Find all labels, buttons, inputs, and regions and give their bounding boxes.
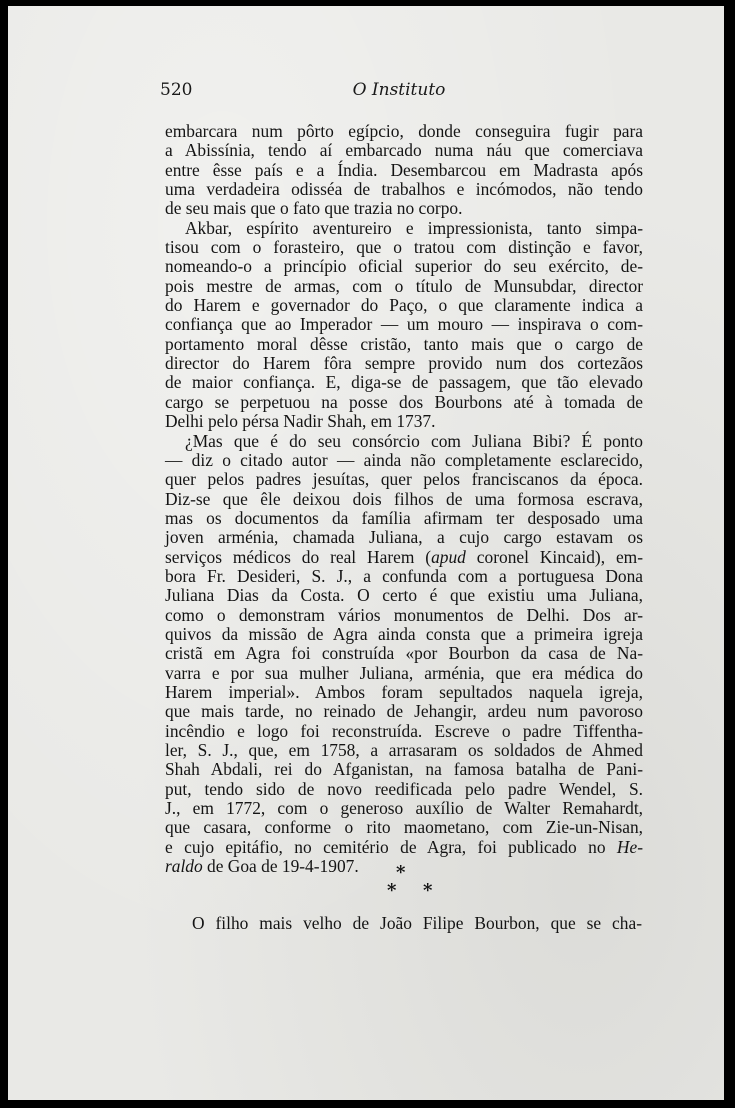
- text-line: cargo se perpetuou na posse dos Bourbons até à tomada de: [165, 391, 643, 412]
- asterism-star: *: [387, 880, 397, 901]
- text-line: Harem imperial». Ambos foram sepultados naquela igreja,: [165, 681, 643, 702]
- text-line: cristã em Agra foi construída «por Bourbon da casa de Na-: [165, 643, 643, 664]
- text-line: embarcara num pôrto egípcio, donde conseguira fugir para: [165, 121, 643, 141]
- text-line: de seu mais que o fato que trazia no corpo.: [165, 198, 463, 219]
- text-line: e cujo epitáfio, no cemitério de Agra, foi publicado no He-: [165, 836, 643, 857]
- text-line: entre êsse país e a Índia. Desembarcou em Madrasta após: [165, 159, 643, 180]
- text-line: Juliana Dias da Costa. O certo é que existiu uma Juliana,: [165, 585, 643, 606]
- text-line: Diz-se que êle deixou dois filhos de uma formosa escrava,: [165, 488, 643, 509]
- text-line: como o demonstram vários monumentos de Delhi. Dos ar-: [165, 604, 643, 625]
- text-line: varra e por sua mulher Juliana, arménia, que era médica do: [165, 662, 643, 683]
- text-line: que casara, conforme o rito maometano, com Zie-un-Nisan,: [165, 817, 643, 838]
- text-line: joven arménia, chamada Juliana, a cujo cargo estavam os: [165, 527, 643, 548]
- text-line: Akbar, espírito aventureiro e impressionista, tanto simpa-: [185, 217, 643, 238]
- paragraph-3: [165, 432, 643, 877]
- asterism-star: *: [396, 862, 406, 883]
- text-line: do Harem e governador do Paço, o que claramente indica a: [165, 295, 643, 316]
- running-title: O Instituto: [352, 80, 446, 100]
- page-number: 520: [160, 80, 193, 100]
- final-text-line: O filho mais velho de João Filipe Bourbon, que se cha-: [192, 913, 642, 933]
- paragraph-1: [165, 122, 643, 219]
- text-line: — diz o citado autor — ainda não completamente esclarecido,: [165, 449, 643, 470]
- text-line: director do Harem fôra sempre provido num dos cortezãos: [165, 353, 643, 374]
- text-line: incêndio e logo foi reconstruída. Escreve o padre Tiffentha-: [165, 720, 643, 741]
- text-line: portamento moral dêsse cristão, tanto mais que o cargo de: [165, 333, 643, 354]
- text-line: bora Fr. Desideri, S. J., a confunda com a portuguesa Dona: [165, 565, 643, 586]
- text-line: Delhi pelo pérsa Nadir Shah, em 1737.: [165, 411, 436, 432]
- text-line: mas os documentos da família afirmam ter desposado uma: [165, 507, 643, 528]
- text-line: ler, S. J., que, em 1758, a arrasaram os soldados de Ahmed: [165, 740, 643, 760]
- text-line: serviços médicos do real Harem (apud coronel Kincaid), em-: [165, 546, 643, 567]
- section-break-asterism: [375, 862, 435, 902]
- text-line: quer pelos padres jesuítas, quer pelos franciscanos da época.: [165, 469, 643, 490]
- text-line: ¿Mas que é do seu consórcio com Juliana Bibi? É ponto: [185, 430, 643, 451]
- text-line: raldo de Goa de 19-4-1907.: [165, 856, 359, 877]
- text-line: uma verdadeira odisséa de trabalhos e incómodos, não tendo: [165, 179, 643, 200]
- text-line: tisou com o forasteiro, que o tratou com distinção e favor,: [165, 237, 643, 258]
- paragraph-2: [165, 219, 643, 432]
- text-line: pois mestre de armas, com o título de Munsubdar, director: [165, 275, 643, 296]
- text-line: que mais tarde, no reinado de Jehangir, ardeu num pavoroso: [165, 701, 643, 722]
- text-line: de maior confiança. E, diga-se de passagem, que tão elevado: [165, 372, 643, 393]
- text-line: nomeando-o a princípio oficial superior do seu exército, de-: [165, 256, 643, 277]
- text-line: Shah Abdali, rei do Afganistan, na famosa batalha de Pani-: [165, 759, 643, 780]
- text-line: confiança que ao Imperador — um mouro — inspirava o com-: [165, 314, 643, 335]
- text-line: put, tendo sido de novo reedificada pelo padre Wendel, S.: [165, 778, 643, 799]
- asterism-star: *: [423, 880, 433, 901]
- text-line: J., em 1772, com o generoso auxílio de Walter Remahardt,: [165, 798, 643, 819]
- text-line: quivos da missão de Agra ainda consta que a primeira igreja: [165, 623, 643, 644]
- body-text: [165, 122, 643, 876]
- text-line: a Abissínia, tendo aí embarcado numa náu que comerciava: [165, 140, 643, 161]
